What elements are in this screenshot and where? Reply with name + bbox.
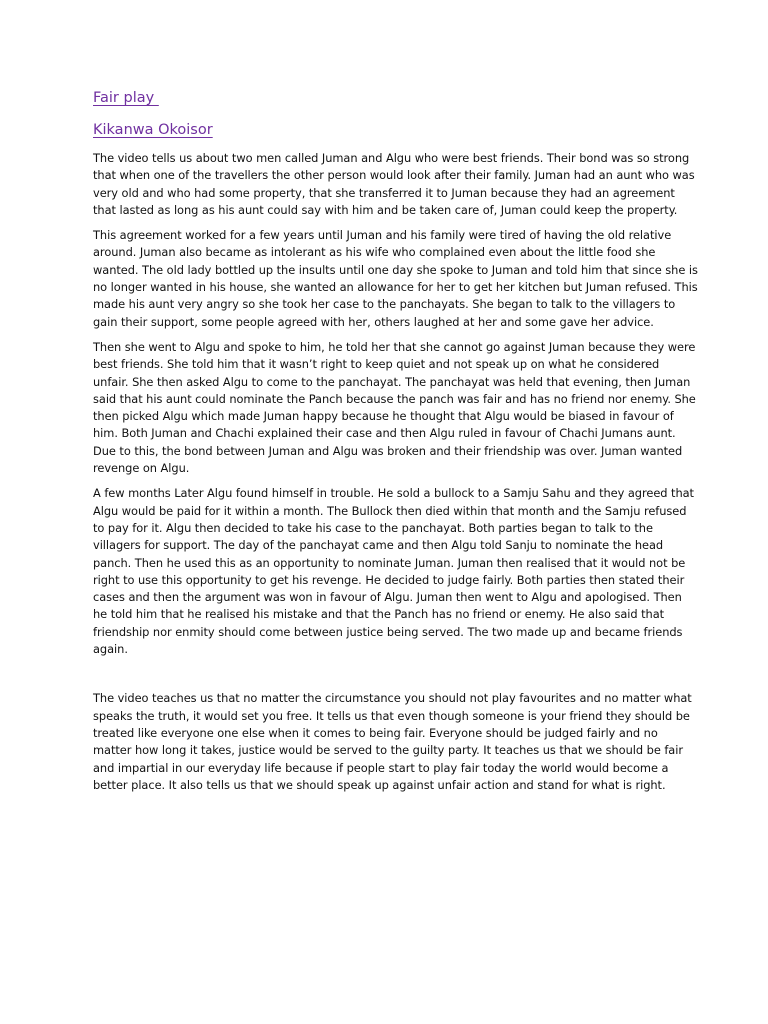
paragraph-spacer (93, 666, 698, 690)
document-author: Kikanwa Okoisor (93, 122, 213, 138)
paragraph-5: The video teaches us that no matter the circumstance you should not play favourites and no matter what speaks the truth, it would set you free. It tells us that even though someone is your friend they should be treated like everyone one else when it comes to being fair. Everyone should be judged fairly and no matter how long it takes, justice would be served to the guilty party. It teaches us that we should be fair and impartial in our everyday life because if people start to play fair today the world would become a better place. It also tells us that we should speak up against unfair action and stand for what is right. (93, 691, 692, 792)
paragraph-3: Then she went to Algu and spoke to him, he told her that she cannot go against Juman because they were best friends. She told him that it wasn’t right to keep quiet and not speak up on what he considered unfair. She then asked Algu to come to the panchayat. The panchayat was held that evening, then Juman said that his aunt could nominate the Panch because the panch was fair and has no friend nor enemy. She then picked Algu which made Juman happy because he thought that Algu would be biased in favour of him. Both Juman and Chachi explained their case and then Algu ruled in favour of Chachi Jumans aunt. Due to this, the bond between Juman and Algu was broken and their friendship was over. Juman wanted revenge on Algu. (93, 339, 696, 476)
document-title: Fair play (93, 90, 159, 106)
paragraph-1: The video tells us about two men called Juman and Algu who were best friends. Their bond was so strong that when one of the travellers the other person would look after their family. Juman had an aunt who was very old and who had some property, that she transferred it to Juman because they had an agreement that lasted as long as his aunt could say with him and be taken care of, Juman could keep the property. (93, 151, 695, 217)
paragraph-2: This agreement worked for a few years until Juman and his family were tired of having the old relative around. Juman also became as intolerant as his wife who complained even about the little food she wanted. The old lady bottled up the insults until one day she spoke to Juman and told him that since she is no longer wanted in his house, she wanted an allowance for her to get her kitchen but Juman refused. This made his aunt very angry so she took her case to the panchayats. She began to talk to the villagers to gain their support, some people agreed with her, others laughed at her and some gave her advice. (93, 228, 698, 329)
paragraph-4: A few months Later Algu found himself in trouble. He sold a bullock to a Samju Sahu and they agreed that Algu would be paid for it within a month. The Bullock then died within that month and the Samju refused to pay for it. Algu then decided to take his case to the panchayat. Both parties began to talk to the villagers for support. The day of the panchayat came and then Algu told Sanju to nominate the head panch. Then he used this as an opportunity to nominate Juman. Juman then realised that it would not be right to use this opportunity to get his revenge. He decided to judge fairly. Both parties then stated their cases and then the argument was won in favour of Algu. Juman then went to Algu and apologised. Then he told him that he realised his mistake and that the Panch has no friend or enemy. He also said that friendship nor enmity should come between justice being served. The two made up and became friends again. (93, 486, 694, 657)
